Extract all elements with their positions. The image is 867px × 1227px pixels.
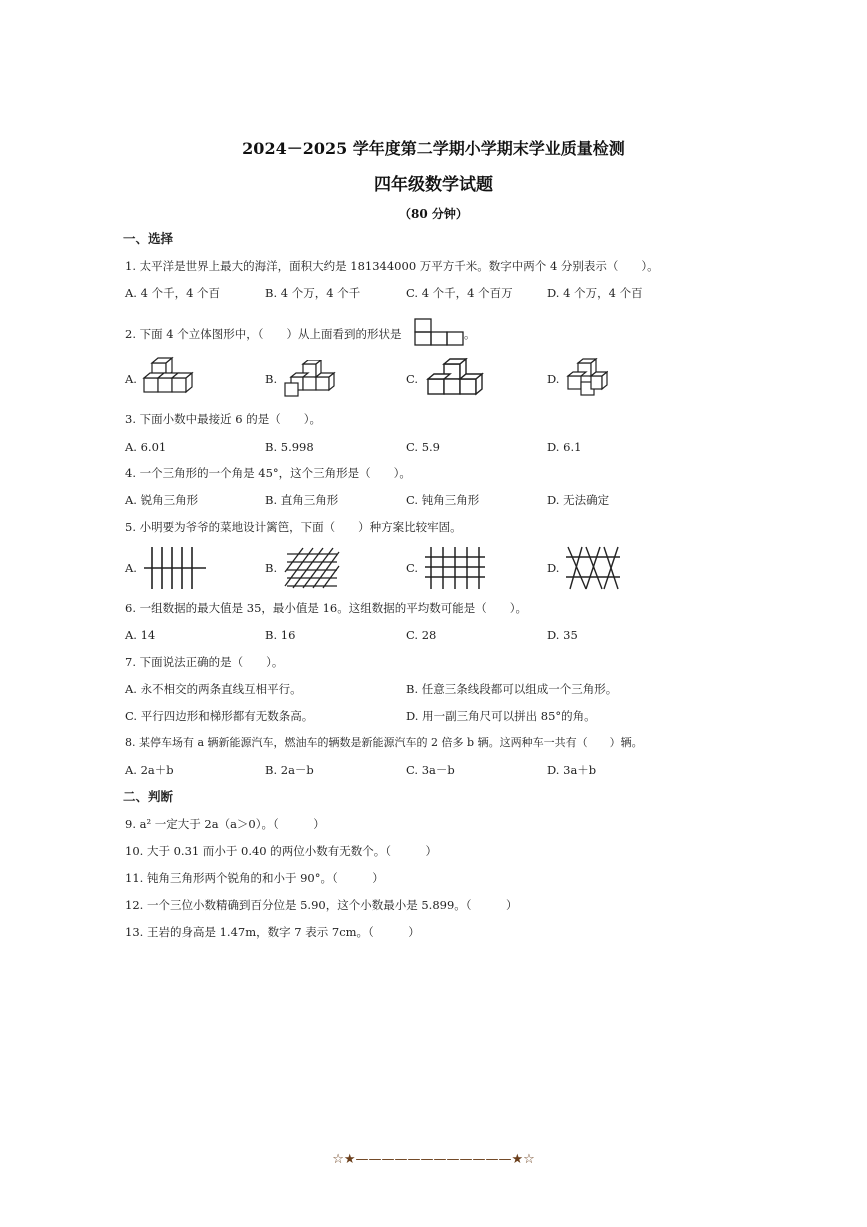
- q2-cube-figure-b: [281, 360, 337, 398]
- q6-option-d: D. 35: [547, 628, 578, 642]
- q2-cube-figure-d: [564, 358, 608, 398]
- q7-option-b: B. 任意三条线段都可以组成一个三角形。: [406, 682, 618, 696]
- q1-option-b: B. 4 个万，4 个千: [265, 286, 361, 300]
- q5-fence-figure-c: [423, 545, 487, 591]
- q6-option-a: A. 14: [125, 628, 156, 642]
- exam-title: 2024－2025 学年度第二学期小学期末学业质量检测: [242, 139, 625, 158]
- section-heading-judgment: 二、判断: [123, 789, 174, 804]
- question-2-end: 。: [464, 327, 476, 341]
- question-2: 2. 下面 4 个立体图形中，（ ）从上面看到的形状是: [125, 327, 402, 341]
- q2-option-a: A.: [125, 372, 137, 386]
- q7-option-a: A. 永不相交的两条直线互相平行。: [125, 682, 302, 696]
- question-8: 8. 某停车场有 a 辆新能源汽车，燃油车的辆数是新能源汽车的 2 倍多 b 辆。这两种车一共有（ ）辆。: [125, 736, 643, 749]
- q8-option-a: A. 2a＋b: [125, 763, 174, 777]
- q4-option-a: A. 锐角三角形: [125, 493, 199, 507]
- q4-option-b: B. 直角三角形: [265, 493, 339, 507]
- q6-option-c: C. 28: [406, 628, 437, 642]
- q5-fence-figure-d: [564, 545, 622, 591]
- question-7: 7. 下面说法正确的是（ ）。: [125, 655, 284, 669]
- q1-option-a: A. 4 个千，4 个百: [125, 286, 221, 300]
- question-13: 13. 王岩的身高是 1.47m，数字 7 表示 7cm。（ ）: [125, 925, 420, 939]
- question-11: 11. 钝角三角形两个锐角的和小于 90°。（ ）: [125, 871, 384, 885]
- footer-decoration: ☆★————————————★☆: [332, 1152, 535, 1167]
- question-5: 5. 小明要为爷爷的菜地设计篱笆，下面（ ）种方案比较牢固。: [125, 520, 462, 534]
- q1-option-c: C. 4 个千，4 个百万: [406, 286, 513, 300]
- exam-subtitle: 四年级数学试题: [374, 175, 493, 195]
- section-heading-choice: 一、选择: [123, 231, 174, 246]
- q5-fence-figure-a: [140, 545, 210, 591]
- q8-option-b: B. 2a－b: [265, 763, 314, 777]
- question-10: 10. 大于 0.31 而小于 0.40 的两位小数有无数个。（ ）: [125, 844, 438, 858]
- q3-option-d: D. 6.1: [547, 440, 582, 454]
- q2-option-b: B.: [265, 372, 278, 386]
- q4-option-c: C. 钝角三角形: [406, 493, 480, 507]
- exam-duration: （80 分钟）: [399, 207, 468, 221]
- q6-option-b: B. 16: [265, 628, 296, 642]
- q8-option-d: D. 3a＋b: [547, 763, 597, 777]
- question-3: 3. 下面小数中最接近 6 的是（ ）。: [125, 412, 322, 426]
- q7-option-d: D. 用一副三角尺可以拼出 85°的角。: [406, 709, 596, 723]
- question-6: 6. 一组数据的最大值是 35，最小值是 16。这组数据的平均数可能是（ ）。: [125, 601, 527, 615]
- q1-option-d: D. 4 个万，4 个百: [547, 286, 643, 300]
- question-1: 1. 太平洋是世界上最大的海洋，面积大约是 181344000 万平方千米。数字中两个 4 分别表示（ ）。: [125, 259, 659, 273]
- question-12: 12. 一个三位小数精确到百分位是 5.90，这个小数最小是 5.899。（ ）: [125, 898, 518, 912]
- question-4: 4. 一个三角形的一个角是 45°，这个三角形是（ ）。: [125, 466, 411, 480]
- top-view-figure: [414, 318, 464, 348]
- q2-option-d: D.: [547, 372, 560, 386]
- q2-option-c: C.: [406, 372, 419, 386]
- q2-cube-figure-a: [140, 356, 196, 398]
- q3-option-a: A. 6.01: [125, 440, 167, 454]
- q7-option-c: C. 平行四边形和梯形都有无数条高。: [125, 709, 314, 723]
- q5-fence-figure-b: [283, 546, 341, 590]
- q8-option-c: C. 3a－b: [406, 763, 455, 777]
- q2-cube-figure-c: [424, 358, 488, 398]
- question-9: 9. a² 一定大于 2a（a＞0）。（ ）: [125, 817, 325, 831]
- q3-option-c: C. 5.9: [406, 440, 440, 454]
- q3-option-b: B. 5.998: [265, 440, 314, 454]
- q5-option-a: A.: [125, 561, 137, 575]
- q5-option-d: D.: [547, 561, 560, 575]
- q4-option-d: D. 无法确定: [547, 493, 610, 507]
- q5-option-b: B.: [265, 561, 278, 575]
- q5-option-c: C.: [406, 561, 419, 575]
